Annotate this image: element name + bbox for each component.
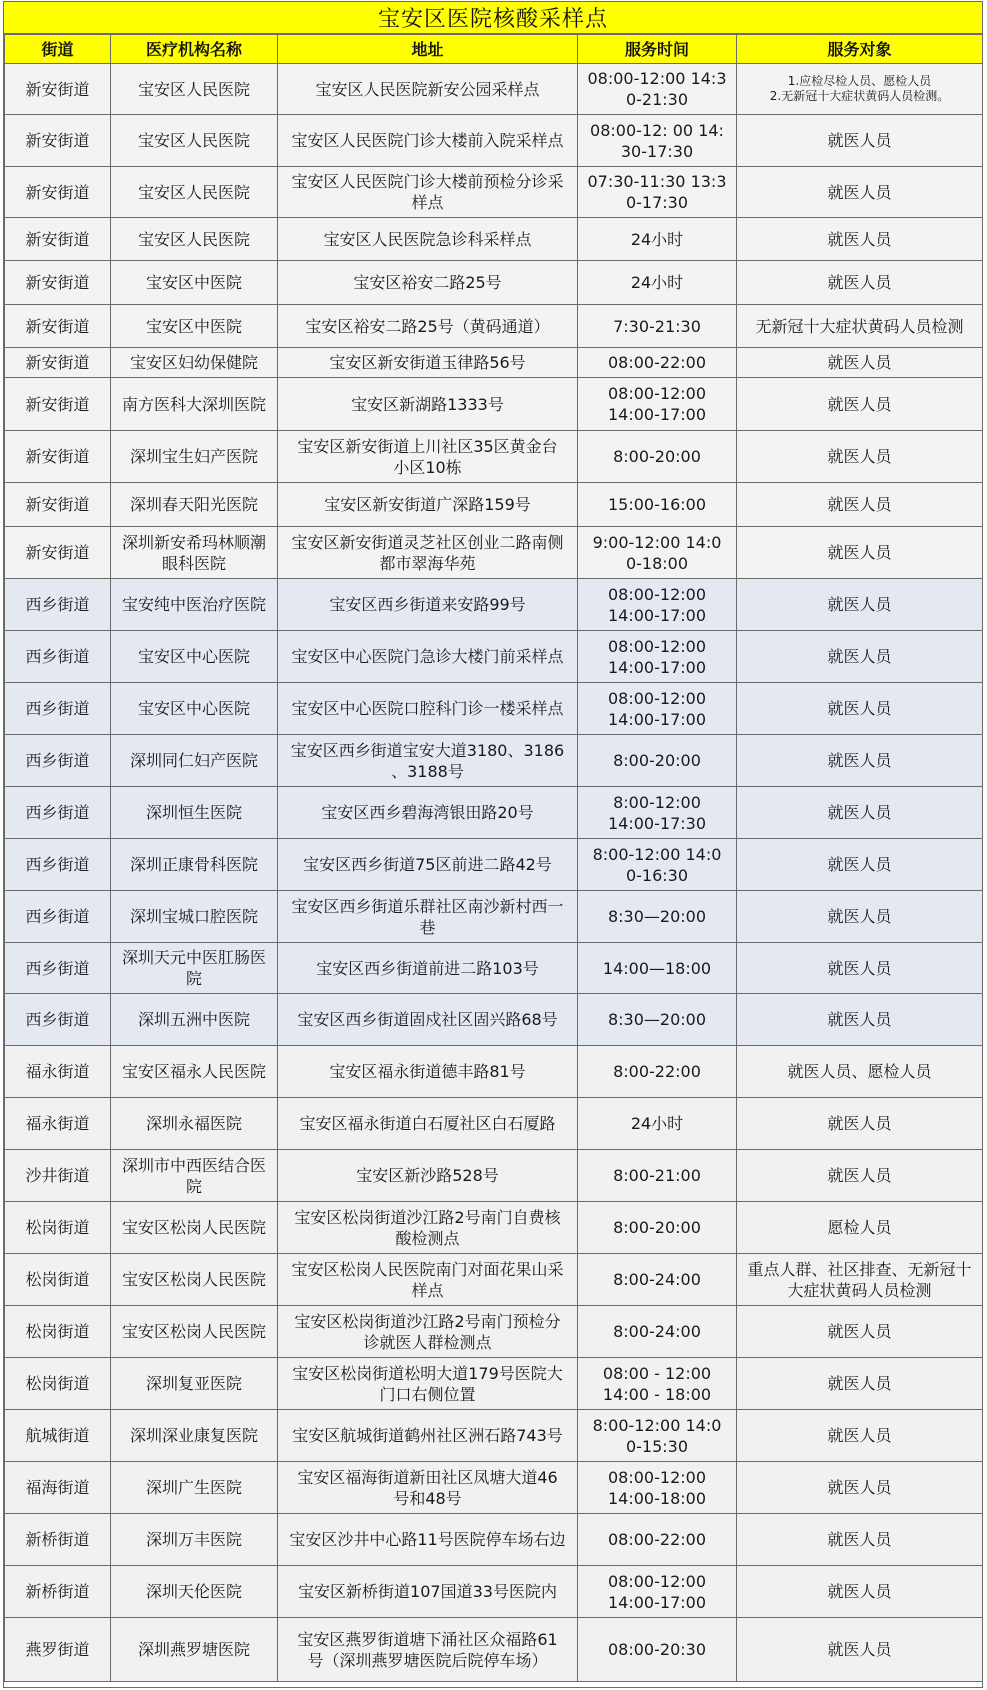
cell-target: 愿检人员	[737, 1202, 983, 1254]
cell-target: 就医人员	[737, 787, 983, 839]
cell-target: 重点人群、社区排查、无新冠十 大症状黄码人员检测	[737, 1254, 983, 1306]
cell-address: 宝安区人民医院急诊科采样点	[278, 218, 578, 261]
cell-hours: 08:00-12:00 14:00-17:00	[578, 631, 737, 683]
table-row	[5, 787, 983, 839]
table-row	[5, 1306, 983, 1358]
table-row	[5, 64, 983, 115]
cell-street: 航城街道	[5, 1410, 111, 1462]
cell-hours: 08:00 - 12:00 14:00 - 18:00	[578, 1358, 737, 1410]
cell-hours: 14:00—18:00	[578, 943, 737, 994]
cell-address: 宝安区松岗街道沙江路2号南门预检分 诊就医人群检测点	[278, 1306, 578, 1358]
cell-street: 西乡街道	[5, 683, 111, 735]
cell-target: 就医人员	[737, 527, 983, 579]
cell-hours: 08:00-20:30	[578, 1618, 737, 1682]
cell-target: 就医人员	[737, 115, 983, 167]
cell-institution: 宝安区人民医院	[111, 218, 278, 261]
cell-institution: 深圳万丰医院	[111, 1514, 278, 1566]
cell-street: 西乡街道	[5, 891, 111, 943]
cell-institution: 宝安区松岗人民医院	[111, 1306, 278, 1358]
cell-target: 就医人员	[737, 1358, 983, 1410]
cell-street: 西乡街道	[5, 787, 111, 839]
cell-address: 宝安区松岗人民医院南门对面花果山采 样点	[278, 1254, 578, 1306]
table-row	[5, 631, 983, 683]
table-row	[5, 1410, 983, 1462]
cell-street: 福永街道	[5, 1098, 111, 1150]
cell-address: 宝安区福永街道白石厦社区白石厦路	[278, 1098, 578, 1150]
table-row	[5, 1150, 983, 1202]
cell-address: 宝安区新沙路528号	[278, 1150, 578, 1202]
cell-address: 宝安区西乡街道来安路99号	[278, 579, 578, 631]
cell-address: 宝安区福海街道新田社区凤塘大道46 号和48号	[278, 1462, 578, 1514]
cell-institution: 宝安区人民医院	[111, 115, 278, 167]
cell-address: 宝安区西乡碧海湾银田路20号	[278, 787, 578, 839]
cell-street: 新桥街道	[5, 1566, 111, 1618]
cell-address: 宝安区人民医院新安公园采样点	[278, 64, 578, 115]
cell-address: 宝安区新桥街道107国道33号医院内	[278, 1566, 578, 1618]
cell-target: 就医人员	[737, 1306, 983, 1358]
cell-institution: 宝安区中心医院	[111, 683, 278, 735]
cell-address: 宝安区松岗街道松明大道179号医院大 门口右侧位置	[278, 1358, 578, 1410]
cell-target: 就医人员	[737, 1514, 983, 1566]
table-row	[5, 839, 983, 891]
cell-institution: 深圳正康骨科医院	[111, 839, 278, 891]
table-row	[5, 167, 983, 218]
cell-target: 就医人员	[737, 735, 983, 787]
cell-institution: 深圳复亚医院	[111, 1358, 278, 1410]
cell-hours: 08:00-22:00	[578, 348, 737, 378]
cell-address: 宝安区裕安二路25号（黄码通道）	[278, 305, 578, 348]
cell-target: 无新冠十大症状黄码人员检测	[737, 305, 983, 348]
cell-target: 就医人员	[737, 1150, 983, 1202]
cell-hours: 08:00-12:00 14:00-17:00	[578, 1566, 737, 1618]
cell-target: 就医人员	[737, 631, 983, 683]
cell-hours: 24小时	[578, 1098, 737, 1150]
cell-street: 松岗街道	[5, 1254, 111, 1306]
cell-hours: 08:00-12:00 14:00-18:00	[578, 1462, 737, 1514]
cell-institution: 深圳春天阳光医院	[111, 483, 278, 527]
cell-street: 新安街道	[5, 431, 111, 483]
cell-street: 新安街道	[5, 218, 111, 261]
table-row	[5, 305, 983, 348]
cell-hours: 9:00-12:00 14:0 0-18:00	[578, 527, 737, 579]
cell-institution: 宝安纯中医治疗医院	[111, 579, 278, 631]
sampling-sites-sheet	[3, 1, 983, 1688]
cell-street: 新安街道	[5, 64, 111, 115]
cell-target: 就医人员	[737, 348, 983, 378]
cell-street: 新桥街道	[5, 1514, 111, 1566]
cell-address: 宝安区新湖路1333号	[278, 378, 578, 431]
cell-hours: 8:00-21:00	[578, 1150, 737, 1202]
cell-address: 宝安区西乡街道固戍社区固兴路68号	[278, 994, 578, 1046]
cell-institution: 宝安区人民医院	[111, 167, 278, 218]
table-row	[5, 891, 983, 943]
table-row	[5, 735, 983, 787]
table-row	[5, 483, 983, 527]
cell-target: 1.应检尽检人员、愿检人员 2.无新冠十大症状黄码人员检测。	[737, 64, 983, 115]
cell-address: 宝安区燕罗街道塘下涌社区众福路61 号（深圳燕罗塘医院后院停车场）	[278, 1618, 578, 1682]
cell-hours: 07:30-11:30 13:3 0-17:30	[578, 167, 737, 218]
cell-street: 西乡街道	[5, 994, 111, 1046]
header-hours: 服务时间	[578, 35, 737, 64]
cell-street: 西乡街道	[5, 579, 111, 631]
cell-address: 宝安区航城街道鹤州社区洲石路743号	[278, 1410, 578, 1462]
table-header-row	[5, 35, 983, 64]
cell-target: 就医人员	[737, 683, 983, 735]
cell-hours: 8:00-20:00	[578, 735, 737, 787]
cell-target: 就医人员	[737, 261, 983, 305]
cell-street: 西乡街道	[5, 631, 111, 683]
cell-street: 西乡街道	[5, 943, 111, 994]
cell-target: 就医人员	[737, 1566, 983, 1618]
table-row	[5, 1046, 983, 1098]
cell-target: 就医人员	[737, 994, 983, 1046]
cell-institution: 宝安区妇幼保健院	[111, 348, 278, 378]
cell-address: 宝安区中心医院口腔科门诊一楼采样点	[278, 683, 578, 735]
cell-street: 西乡街道	[5, 839, 111, 891]
cell-address: 宝安区新安街道灵芝社区创业二路南侧 都市翠海华苑	[278, 527, 578, 579]
cell-address: 宝安区中心医院门急诊大楼门前采样点	[278, 631, 578, 683]
cell-institution: 深圳同仁妇产医院	[111, 735, 278, 787]
cell-street: 新安街道	[5, 167, 111, 218]
cell-hours: 8:00-12:00 14:0 0-16:30	[578, 839, 737, 891]
table-row	[5, 115, 983, 167]
cell-street: 燕罗街道	[5, 1618, 111, 1682]
cell-institution: 深圳恒生医院	[111, 787, 278, 839]
cell-target: 就医人员	[737, 483, 983, 527]
cell-target: 就医人员	[737, 431, 983, 483]
table-row	[5, 579, 983, 631]
table-row	[5, 1514, 983, 1566]
table-row	[5, 218, 983, 261]
cell-hours: 8:00-24:00	[578, 1306, 737, 1358]
table-body	[5, 64, 983, 1682]
cell-institution: 宝安区中医院	[111, 305, 278, 348]
table-row	[5, 943, 983, 994]
cell-institution: 深圳天元中医肛肠医 院	[111, 943, 278, 994]
cell-institution: 宝安区人民医院	[111, 64, 278, 115]
cell-address: 宝安区新安街道上川社区35区黄金台 小区10栋	[278, 431, 578, 483]
cell-street: 新安街道	[5, 305, 111, 348]
cell-target: 就医人员	[737, 167, 983, 218]
cell-street: 新安街道	[5, 378, 111, 431]
cell-hours: 8:00-24:00	[578, 1254, 737, 1306]
cell-institution: 宝安区福永人民医院	[111, 1046, 278, 1098]
cell-address: 宝安区沙井中心路11号医院停车场右边	[278, 1514, 578, 1566]
cell-street: 松岗街道	[5, 1202, 111, 1254]
header-address: 地址	[278, 35, 578, 64]
cell-address: 宝安区西乡街道宝安大道3180、3186 、3188号	[278, 735, 578, 787]
cell-hours: 8:30—20:00	[578, 994, 737, 1046]
cell-institution: 深圳永福医院	[111, 1098, 278, 1150]
cell-address: 宝安区松岗街道沙江路2号南门自费核 酸检测点	[278, 1202, 578, 1254]
cell-institution: 深圳新安希玛林顺潮 眼科医院	[111, 527, 278, 579]
cell-street: 新安街道	[5, 348, 111, 378]
cell-institution: 深圳天伦医院	[111, 1566, 278, 1618]
table-row	[5, 378, 983, 431]
cell-address: 宝安区西乡街道75区前进二路42号	[278, 839, 578, 891]
cell-institution: 深圳宝城口腔医院	[111, 891, 278, 943]
cell-target: 就医人员	[737, 943, 983, 994]
table-row	[5, 261, 983, 305]
cell-institution: 宝安区中心医院	[111, 631, 278, 683]
sampling-sites-table	[4, 34, 983, 1682]
cell-street: 松岗街道	[5, 1306, 111, 1358]
cell-address: 宝安区人民医院门诊大楼前入院采样点	[278, 115, 578, 167]
cell-street: 福永街道	[5, 1046, 111, 1098]
cell-hours: 8:30—20:00	[578, 891, 737, 943]
cell-target: 就医人员	[737, 1462, 983, 1514]
table-row	[5, 994, 983, 1046]
cell-target: 就医人员	[737, 891, 983, 943]
cell-institution: 深圳市中西医结合医 院	[111, 1150, 278, 1202]
cell-hours: 08:00-12:00 14:00-17:00	[578, 579, 737, 631]
cell-hours: 24小时	[578, 218, 737, 261]
cell-street: 沙井街道	[5, 1150, 111, 1202]
cell-institution: 宝安区松岗人民医院	[111, 1254, 278, 1306]
cell-institution: 深圳广生医院	[111, 1462, 278, 1514]
cell-target: 就医人员	[737, 579, 983, 631]
cell-institution: 深圳五洲中医院	[111, 994, 278, 1046]
cell-hours: 7:30-21:30	[578, 305, 737, 348]
cell-hours: 8:00-20:00	[578, 431, 737, 483]
cell-street: 松岗街道	[5, 1358, 111, 1410]
cell-hours: 08:00-22:00	[578, 1514, 737, 1566]
cell-target: 就医人员、愿检人员	[737, 1046, 983, 1098]
cell-institution: 南方医科大深圳医院	[111, 378, 278, 431]
cell-hours: 8:00-12:00 14:0 0-15:30	[578, 1410, 737, 1462]
table-row	[5, 527, 983, 579]
cell-address: 宝安区西乡街道乐群社区南沙新村西一 巷	[278, 891, 578, 943]
cell-street: 新安街道	[5, 261, 111, 305]
header-target: 服务对象	[737, 35, 983, 64]
cell-address: 宝安区福永街道德丰路81号	[278, 1046, 578, 1098]
cell-hours: 08:00-12:00 14:3 0-21:30	[578, 64, 737, 115]
cell-target: 就医人员	[737, 839, 983, 891]
table-row	[5, 431, 983, 483]
table-row	[5, 1462, 983, 1514]
cell-address: 宝安区西乡街道前进二路103号	[278, 943, 578, 994]
header-institution: 医疗机构名称	[111, 35, 278, 64]
cell-target: 就医人员	[737, 218, 983, 261]
table-row	[5, 683, 983, 735]
cell-target: 就医人员	[737, 1410, 983, 1462]
table-row	[5, 1098, 983, 1150]
cell-street: 福海街道	[5, 1462, 111, 1514]
cell-institution: 深圳燕罗塘医院	[111, 1618, 278, 1682]
table-row	[5, 1202, 983, 1254]
cell-institution: 深圳宝生妇产医院	[111, 431, 278, 483]
header-street: 街道	[5, 35, 111, 64]
cell-street: 新安街道	[5, 483, 111, 527]
cell-street: 西乡街道	[5, 735, 111, 787]
cell-hours: 24小时	[578, 261, 737, 305]
table-row	[5, 1358, 983, 1410]
cell-institution: 宝安区松岗人民医院	[111, 1202, 278, 1254]
cell-street: 新安街道	[5, 527, 111, 579]
cell-address: 宝安区新安街道玉律路56号	[278, 348, 578, 378]
cell-address: 宝安区裕安二路25号	[278, 261, 578, 305]
cell-hours: 15:00-16:00	[578, 483, 737, 527]
cell-hours: 8:00-22:00	[578, 1046, 737, 1098]
cell-hours: 08:00-12: 00 14: 30-17:30	[578, 115, 737, 167]
cell-hours: 8:00-12:00 14:00-17:30	[578, 787, 737, 839]
cell-hours: 08:00-12:00 14:00-17:00	[578, 683, 737, 735]
cell-institution: 宝安区中医院	[111, 261, 278, 305]
cell-target: 就医人员	[737, 1098, 983, 1150]
sheet-title: 宝安区医院核酸采样点	[4, 2, 982, 34]
table-row	[5, 1566, 983, 1618]
cell-institution: 深圳深业康复医院	[111, 1410, 278, 1462]
table-row	[5, 348, 983, 378]
cell-target: 就医人员	[737, 378, 983, 431]
cell-address: 宝安区新安街道广深路159号	[278, 483, 578, 527]
cell-street: 新安街道	[5, 115, 111, 167]
table-row	[5, 1254, 983, 1306]
cell-target: 就医人员	[737, 1618, 983, 1682]
table-row	[5, 1618, 983, 1682]
cell-address: 宝安区人民医院门诊大楼前预检分诊采 样点	[278, 167, 578, 218]
cell-hours: 08:00-12:00 14:00-17:00	[578, 378, 737, 431]
cell-hours: 8:00-20:00	[578, 1202, 737, 1254]
